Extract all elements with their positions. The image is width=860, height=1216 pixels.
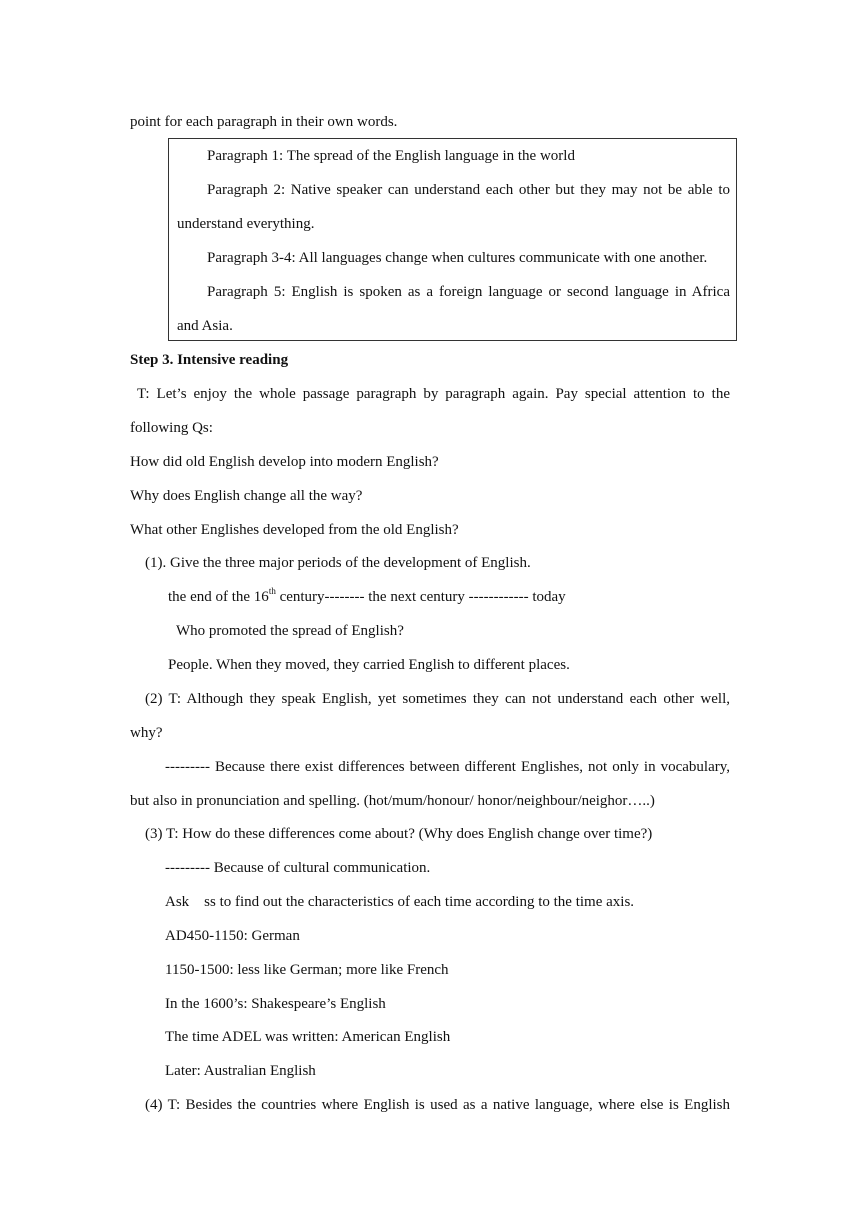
period-1: AD450-1150: German	[165, 928, 300, 944]
question-1: How did old English develop into modern English?	[130, 454, 439, 470]
period-5: Later: Australian English	[165, 1063, 316, 1079]
summary-paragraph-3-4: Paragraph 3-4: All languages change when cultures communicate with one another.	[207, 250, 708, 266]
timeline-superscript: th	[268, 586, 276, 596]
summary-paragraph-5-cont: and Asia.	[177, 318, 233, 334]
period-3: In the 1600’s: Shakespeare’s English	[165, 996, 386, 1012]
part1-question: Who promoted the spread of English?	[176, 623, 404, 639]
part1-answer: People. When they moved, they carried English to different places.	[168, 657, 570, 673]
timeline-start: the end of the 16	[168, 589, 269, 605]
summary-paragraph-5: Paragraph 5: English is spoken as a foreign language or second language in Africa	[207, 284, 730, 300]
summary-paragraph-2-cont: understand everything.	[177, 216, 315, 232]
part3-task: Ask ss to find out the characteristics of each time according to the time axis.	[165, 894, 635, 910]
part2-question-cont: why?	[130, 725, 163, 741]
paragraph-summary-box	[168, 138, 737, 341]
summary-paragraph-2: Paragraph 2: Native speaker can understand each other but they may not be able to	[207, 182, 730, 198]
part2-answer: --------- Because there exist differences between different Englishes, not only in vocabulary,	[165, 759, 730, 775]
step3-heading: Step 3. Intensive reading	[130, 352, 289, 368]
step3-instruction: T: Let’s enjoy the whole passage paragraph by paragraph again. Pay special attention to the	[137, 386, 730, 402]
summary-paragraph-1: Paragraph 1: The spread of the English language in the world	[207, 148, 575, 164]
part1-timeline	[168, 587, 566, 607]
period-2: 1150-1500: less like German; more like French	[165, 962, 449, 978]
part2-question: (2) T: Although they speak English, yet sometimes they can not understand each other well,	[145, 691, 730, 707]
part1-title: (1). Give the three major periods of the development of English.	[145, 555, 531, 571]
period-4: The time ADEL was written: American English	[165, 1029, 451, 1045]
part4-question: (4) T: Besides the countries where English is used as a native language, where else is English	[145, 1097, 730, 1113]
timeline-rest: century-------- the next century ------------ today	[275, 589, 566, 605]
part3-question: (3) T: How do these differences come about? (Why does English change over time?)	[145, 826, 653, 842]
part2-answer-cont: but also in pronunciation and spelling. (hot/mum/honour/ honor/neighbour/neighor…..)	[130, 793, 655, 809]
part3-answer: --------- Because of cultural communication.	[165, 860, 431, 876]
step3-instruction-cont: following Qs:	[130, 420, 213, 436]
question-2: Why does English change all the way?	[130, 488, 363, 504]
intro-tail-text: point for each paragraph in their own words.	[130, 114, 398, 130]
question-3: What other Englishes developed from the old English?	[130, 522, 459, 538]
